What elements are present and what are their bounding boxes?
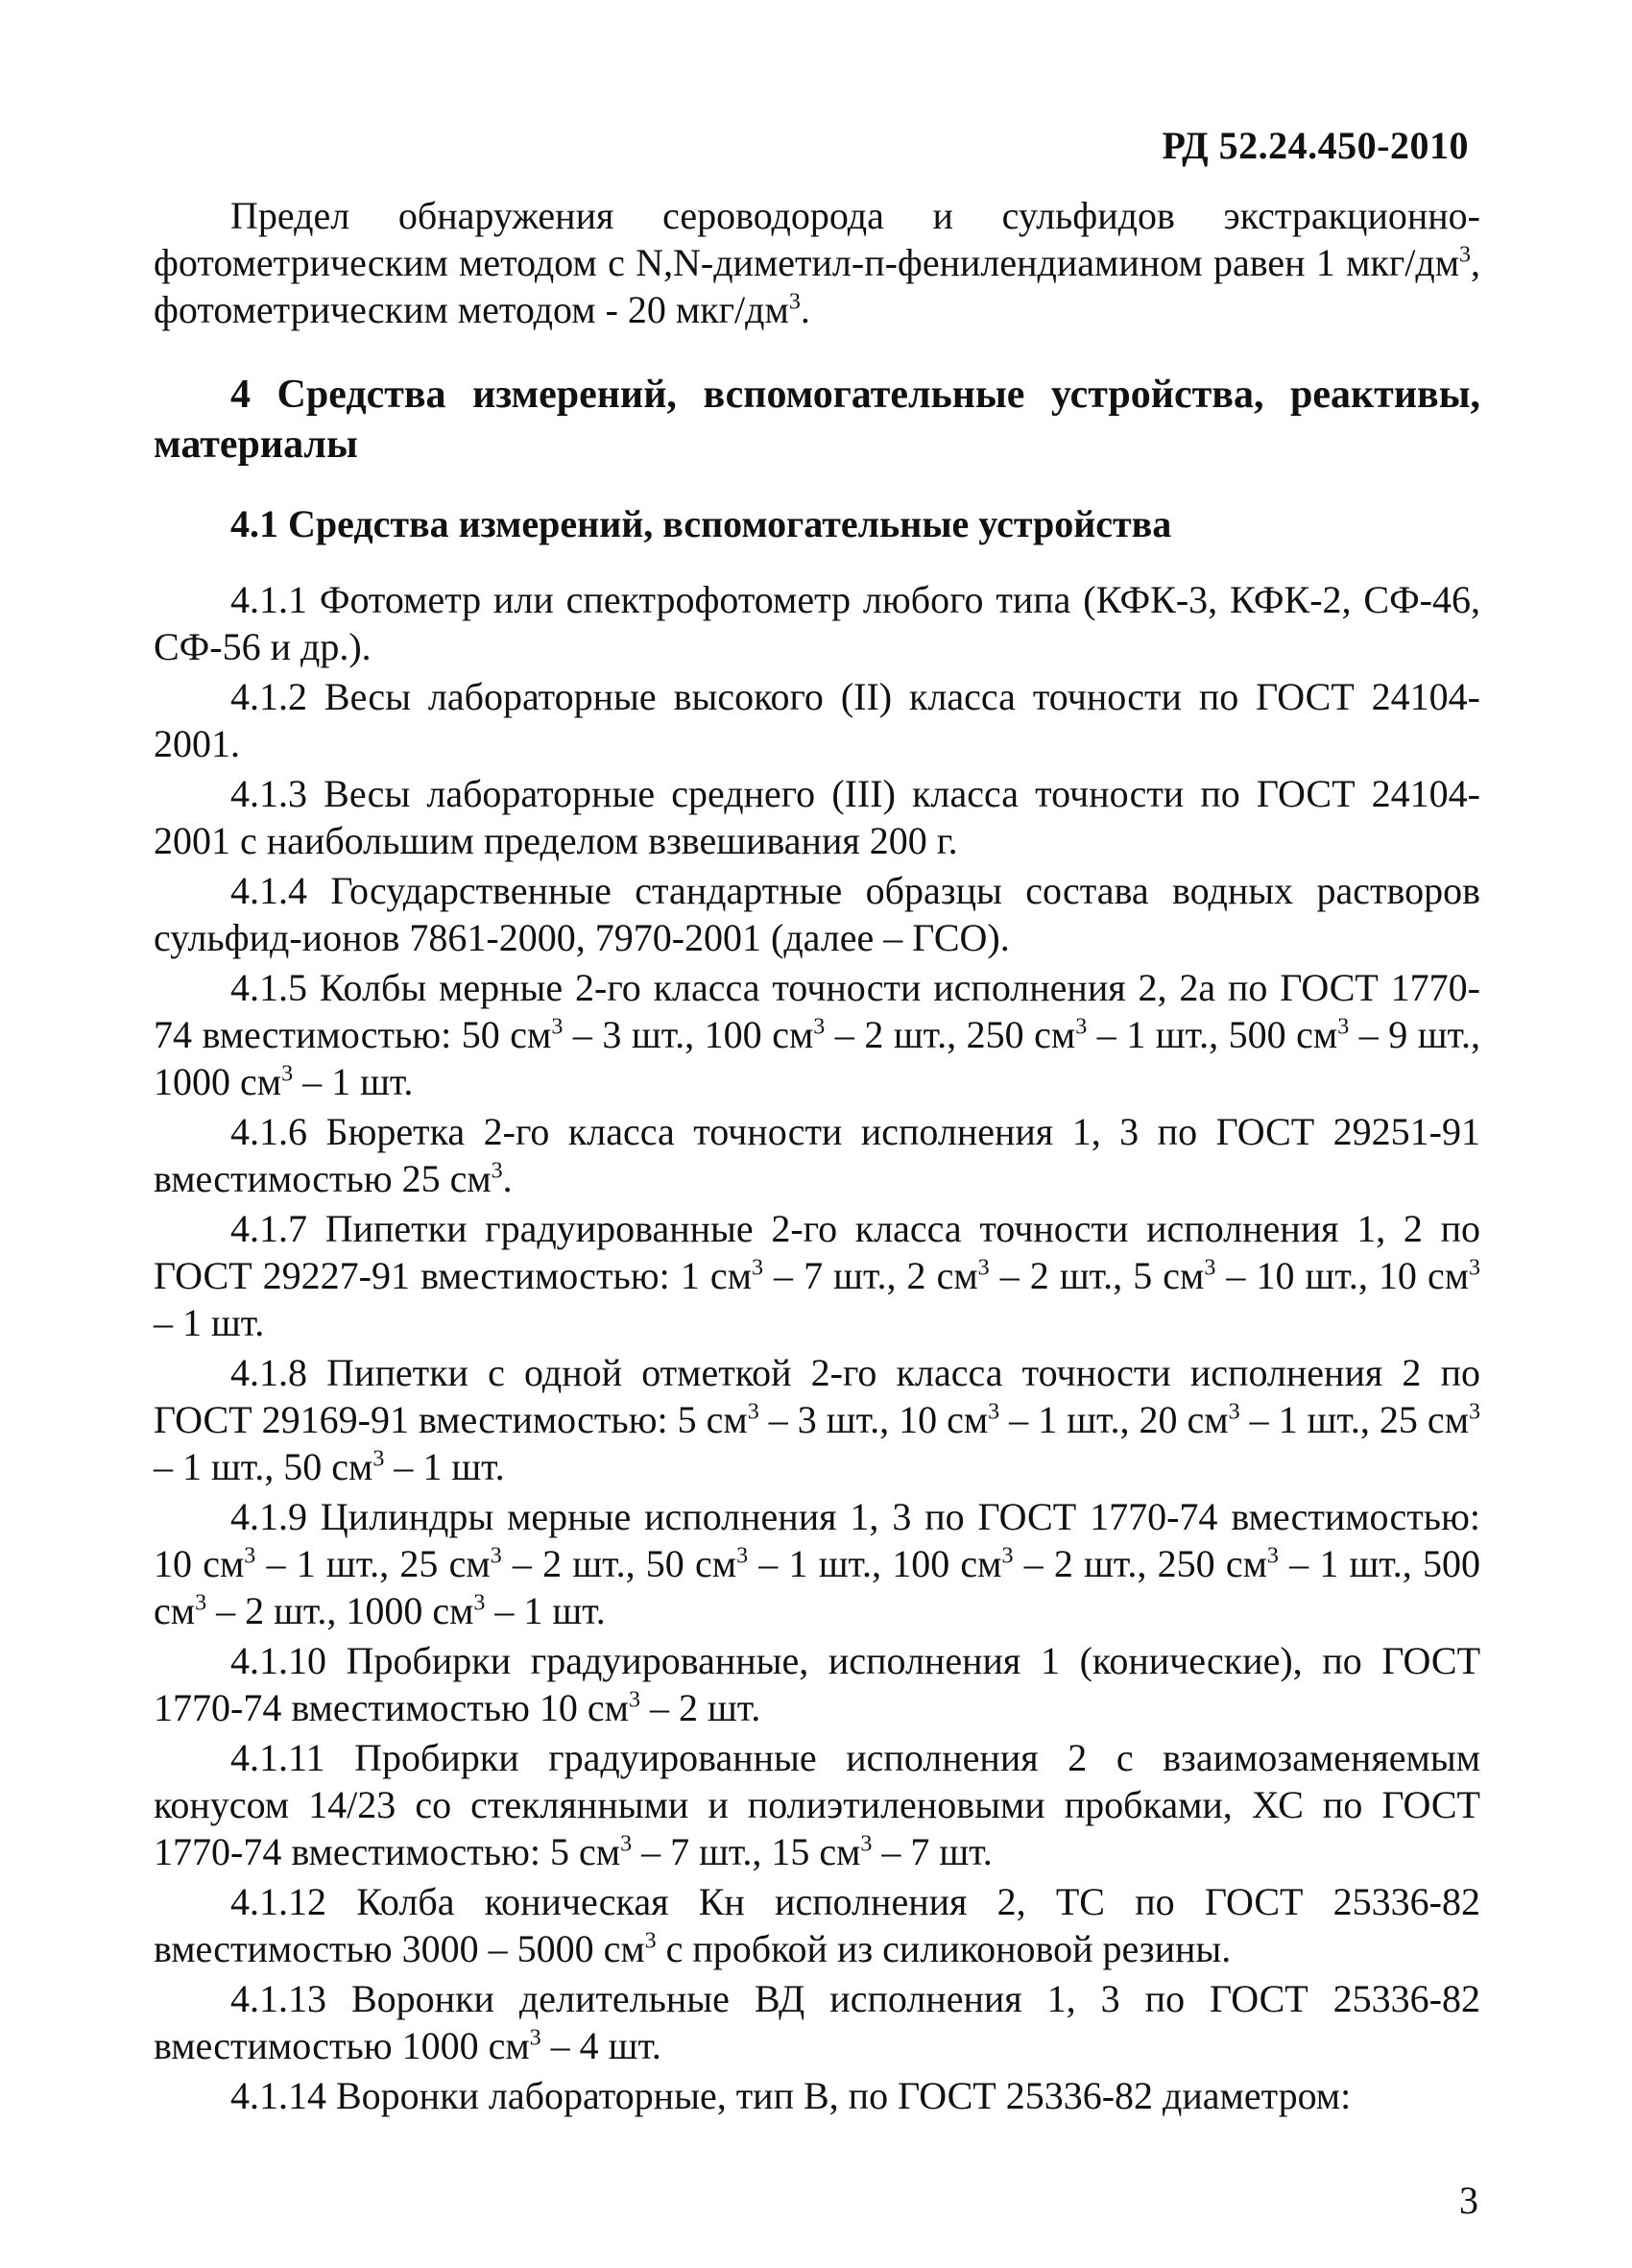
- item-4-1-8: [154, 1349, 1480, 1490]
- document-code-header: РД 52.24.450-2010: [1162, 124, 1469, 167]
- superscript: 3: [1337, 1014, 1350, 1040]
- superscript: 3: [860, 1831, 873, 1857]
- text-span: 4.1.5 Колбы мерные 2-го класса точности исполнения 2, 2а по ГОСТ 1770-74 вместимостью: 50 см: [154, 966, 1480, 1056]
- text-span: – 4 шт.: [540, 2024, 661, 2067]
- text-span: – 7 шт., 15 см: [632, 1830, 861, 1873]
- superscript: 3: [747, 1399, 759, 1425]
- text-span: 4.1.12 Колба коническая Кн исполнения 2, ТС по ГОСТ 25336-82 вместимостью 3000 – 5000 см: [154, 1880, 1480, 1970]
- text-span: 4.1.13 Воронки делительные ВД исполнения 1, 3 по ГОСТ 25336-82 вместимостью 1000 см: [154, 1977, 1480, 2067]
- superscript: 3: [788, 289, 801, 315]
- text-span: – 2 шт., 50 см: [501, 1542, 737, 1585]
- superscript: 3: [529, 2025, 541, 2051]
- text-span: 4.1.7 Пипетки градуированные 2-го класса точности исполнения 1, 2 по ГОСТ 29227-91 вместимостью: 1 см: [154, 1207, 1480, 1297]
- superscript: 3: [644, 1928, 657, 1954]
- superscript: 3: [628, 1687, 640, 1713]
- text-span: – 1 шт., 100 см: [748, 1542, 1002, 1585]
- text-span: – 7 шт.: [872, 1830, 993, 1873]
- item-4-1-5: [154, 964, 1480, 1105]
- page-number: 3: [1459, 2179, 1478, 2222]
- superscript: 3: [473, 1590, 486, 1616]
- text-span: – 1 шт.: [384, 1445, 505, 1488]
- superscript: 3: [751, 1255, 763, 1281]
- superscript: 3: [1459, 242, 1471, 268]
- superscript: 3: [977, 1255, 990, 1281]
- superscript: 3: [244, 1543, 256, 1569]
- section-4-heading: 4 Средства измерений, вспомогательные устройства, реактивы, материалы: [154, 373, 1480, 467]
- superscript: 3: [372, 1446, 385, 1472]
- item-4-1-1: 4.1.1 Фотометр или спектрофотометр любого типа (КФК-3, КФК-2, СФ-46, СФ-56 и др.).: [154, 578, 1480, 668]
- superscript: 3: [281, 1061, 294, 1087]
- text-span: .: [800, 288, 810, 331]
- text-span: – 1 шт., 50 см: [154, 1445, 373, 1488]
- text-span: – 1 шт., 500 см: [154, 1542, 1481, 1632]
- text-span: , фотометрическим методом - 20 мкг/дм: [154, 241, 1480, 331]
- text-span: – 2 шт., 250 см: [1013, 1542, 1267, 1585]
- superscript: 3: [1469, 1255, 1481, 1281]
- text-span: .: [502, 1157, 513, 1200]
- detection-limit-paragraph: [154, 192, 1480, 333]
- superscript: 3: [1204, 1255, 1216, 1281]
- text-span: – 3 шт., 100 см: [563, 1013, 814, 1056]
- item-4-1-13: [154, 1975, 1480, 2069]
- text-span: Предел обнаружения сероводорода и сульфидов экстракционно-фотометрическим методом с N,N-диметил-п-фенилендиамином равен 1 мкг/дм: [154, 194, 1480, 284]
- superscript: 3: [1469, 1399, 1481, 1425]
- item-4-1-14: 4.1.14 Воронки лабораторные, тип В, по ГОСТ 25336-82 диаметром:: [230, 2074, 1352, 2117]
- superscript: 3: [736, 1543, 749, 1569]
- text-span: – 1 шт., 25 см: [255, 1542, 491, 1585]
- text-span: – 9 шт., 1000 см: [154, 1013, 1481, 1103]
- superscript: 3: [551, 1014, 564, 1040]
- item-4-1-2: 4.1.2 Весы лабораторные высокого (II) класса точности по ГОСТ 24104-2001.: [154, 675, 1480, 765]
- superscript: 3: [1001, 1543, 1014, 1569]
- text-span: – 1 шт.: [293, 1060, 414, 1103]
- text-span: 4.1.8 Пипетки с одной отметкой 2-го класса точности исполнения 2 по ГОСТ 29169-91 вместимостью: 5 см: [154, 1351, 1480, 1441]
- superscript: 3: [195, 1590, 207, 1616]
- text-span: – 1 шт.: [154, 1301, 265, 1344]
- superscript: 3: [490, 1543, 502, 1569]
- text-span: – 1 шт.: [485, 1589, 606, 1632]
- page-body: [154, 192, 1480, 2119]
- text-span: – 7 шт., 2 см: [762, 1254, 978, 1297]
- text-span: – 1 шт., 25 см: [1239, 1398, 1470, 1441]
- text-span: – 10 шт., 10 см: [1215, 1254, 1470, 1297]
- superscript: 3: [988, 1399, 1000, 1425]
- superscript: 3: [1075, 1014, 1088, 1040]
- item-4-1-4: 4.1.4 Государственные стандартные образцы состава водных растворов сульфид-ионов 7861-2000, 7970-2001 (далее – ГСО).: [154, 869, 1480, 959]
- text-span: – 1 шт., 500 см: [1087, 1013, 1338, 1056]
- superscript: 3: [813, 1014, 826, 1040]
- item-4-1-3: 4.1.3 Весы лабораторные среднего (III) класса точности по ГОСТ 24104-2001 с наибольшим пределом взвешивания 200 г.: [154, 772, 1480, 862]
- section-4-1-heading: 4.1 Средства измерений, вспомогательные устройства: [230, 502, 1172, 545]
- superscript: 3: [1266, 1543, 1279, 1569]
- text-span: 4.1.10 Пробирки градуированные, исполнения 1 (конические), по ГОСТ 1770-74 вместимостью 10 см: [154, 1639, 1480, 1729]
- text-span: с пробкой из силиконовой резины.: [656, 1927, 1232, 1970]
- text-span: 4.1.9 Цилиндры мерные исполнения 1, 3 по ГОСТ 1770-74 вместимостью: 10 см: [154, 1495, 1480, 1585]
- item-4-1-11: [154, 1734, 1480, 1875]
- text-span: 4.1.6 Бюретка 2-го класса точности исполнения 1, 3 по ГОСТ 29251-91 вместимостью 25 см: [154, 1110, 1480, 1200]
- item-4-1-9: [154, 1493, 1480, 1634]
- item-4-1-10: [154, 1637, 1480, 1731]
- text-span: – 2 шт.: [639, 1686, 761, 1729]
- text-span: 4.1.11 Пробирки градуированные исполнения 2 с взаимозаменяемым конусом 14/23 со стеклянными и полиэтиленовыми пробками, ХС по ГОСТ 1770-74 вместимостью: 5 см: [154, 1736, 1480, 1873]
- item-4-1-7: [154, 1205, 1480, 1346]
- text-span: – 3 шт., 10 см: [758, 1398, 989, 1441]
- text-span: – 1 шт., 20 см: [999, 1398, 1229, 1441]
- superscript: 3: [1228, 1399, 1240, 1425]
- superscript: 3: [620, 1831, 633, 1857]
- item-4-1-6: [154, 1108, 1480, 1202]
- superscript: 3: [491, 1158, 503, 1184]
- text-span: – 2 шт., 250 см: [825, 1013, 1076, 1056]
- item-4-1-12: [154, 1878, 1480, 1972]
- text-span: – 2 шт., 5 см: [989, 1254, 1205, 1297]
- text-span: – 2 шт., 1000 см: [206, 1589, 474, 1632]
